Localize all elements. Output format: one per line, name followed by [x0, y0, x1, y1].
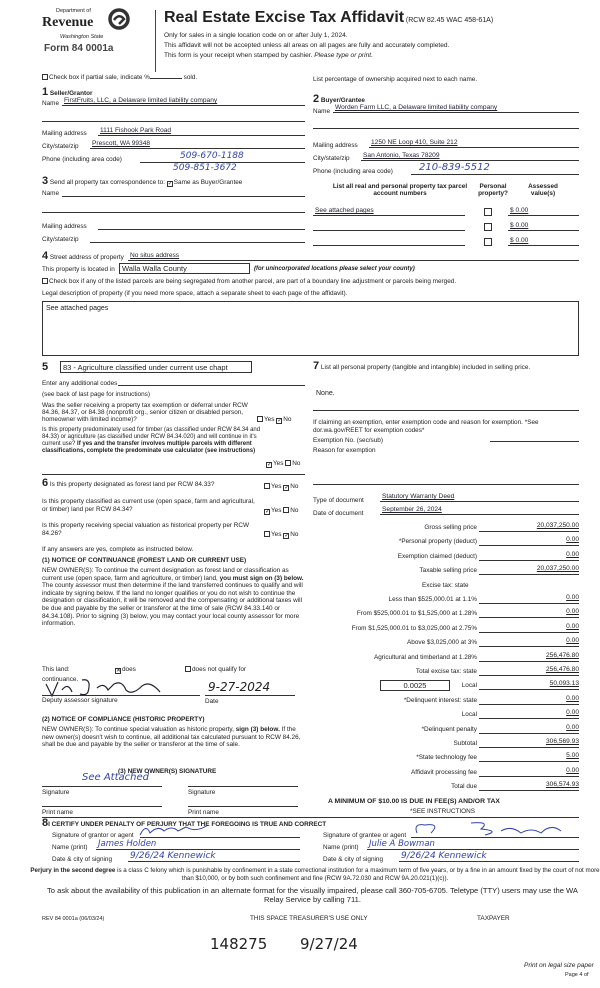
notice1-text-a: NEW OWNER(S): To continue the current designation as forest land or classification as current use (open space, farm and agriculture, or timber) land, [42, 567, 289, 582]
tax-row-label: Total excise tax: state [415, 668, 477, 675]
personal-property-label: List all personal property (tangible and intangible) included in selling price. [320, 364, 531, 371]
signature-label-1: Signature [42, 789, 70, 796]
tax-row-from-1-525-000-01-to-3-025-000-at-2-75 [313, 623, 579, 635]
page-number: Page 4 of [565, 972, 589, 978]
grantee-signature-field[interactable] [411, 829, 579, 838]
tax-row-label: *State technology fee [416, 754, 477, 762]
buyer-city-field[interactable]: San Antonio, Texas 78209 [361, 152, 579, 161]
tax-row-label: From $525,000.01 to $1,525,000 at 1.28% [356, 610, 477, 618]
header-note-3-text: This form is your receipt when stamped by cashier. [164, 52, 313, 59]
taxpayer-label: TAXPAYER [477, 915, 510, 922]
tax-row-label: *Personal property (deduct) [398, 538, 477, 546]
tax-row-label: Affidavit processing fee [411, 768, 477, 776]
q1-yes-no [257, 416, 291, 424]
grantor-name-label: Name (print) [52, 844, 88, 851]
s6q3-no-checkbox[interactable]: ✓ [284, 533, 290, 539]
s6q1-no-checkbox[interactable]: ✓ [284, 485, 290, 491]
legal-description-field[interactable]: See attached pages [42, 301, 579, 356]
tax-row-value[interactable]: 0.00 [479, 608, 579, 618]
yes-label: Yes [271, 531, 282, 538]
assessor-sig-line [42, 695, 200, 696]
parcel-col-header: List all real and personal property tax parcel account numbers [332, 183, 468, 197]
s6q2-no-checkbox[interactable] [283, 507, 289, 513]
tax-row-label: Above $3,025,000 at 3% [407, 639, 477, 647]
land-use-code-select[interactable]: 83 - Agriculture classified under current use chapt [60, 361, 252, 373]
grantor-signature [138, 823, 228, 837]
doc-type-label: Type of document [313, 497, 364, 504]
doc-date-field[interactable]: September 26, 2024 [380, 506, 579, 515]
dor-logo [42, 6, 132, 70]
treasurer-date: 9/27/24 [300, 935, 358, 953]
grantor-date-label: Date & city of signing [52, 856, 113, 863]
same-as-buyer-checkbox[interactable]: ✓ [167, 181, 173, 187]
seller-name-field[interactable]: FirstFruits, LLC, a Delaware limited liability company [62, 97, 305, 106]
section-number: 6 [42, 477, 49, 489]
reason-label: Reason for exemption [313, 447, 376, 454]
revision-label: REV 84 0001a (06/03/24) [42, 916, 105, 922]
perjury-bold: Perjury in the second degree [30, 867, 116, 874]
buyer-phone-field[interactable]: 210-839-5512 [411, 162, 579, 175]
yes-label: Yes [264, 416, 275, 423]
street-label: Street address of property [49, 254, 124, 261]
tax-row-agricultural-and-timberland-at-1-28 [313, 652, 579, 664]
notice-compliance-title: (2) NOTICE OF COMPLIANCE (HISTORIC PROPERTY) [42, 716, 205, 723]
doc-type-field[interactable]: Statutory Warranty Deed [380, 493, 579, 502]
owner-sig-line-1 [42, 786, 162, 787]
notice-continuance-title: (1) NOTICE OF CONTINUANCE (FOREST LAND OR CURRENT USE) [42, 557, 247, 564]
personal-property-checkbox[interactable] [484, 238, 492, 246]
section7-heading [313, 361, 579, 373]
doc-date-label: Date of document [313, 510, 364, 517]
tax-row-gross-selling-price [313, 522, 579, 534]
assessed-value-field[interactable]: $ 0.00 [508, 207, 579, 216]
q2-yes-checkbox[interactable]: ✓ [267, 462, 273, 468]
does-label: does [122, 666, 136, 673]
seller-mailing-field[interactable]: 1111 Fishook Park Road [98, 127, 305, 136]
grantee-date-label: Date & city of signing [323, 856, 384, 863]
tax-row-label: Total due [451, 783, 477, 791]
county-select[interactable]: Walla Walla County [119, 263, 250, 274]
no-label: No [292, 460, 301, 467]
partial-sale-checkbox[interactable] [42, 74, 48, 80]
assessor-date-line [205, 695, 295, 696]
tax-row-label: Less than $525,000.01 at 1.1% [388, 596, 477, 603]
seller-phone-2: 509-851-3672 [173, 163, 237, 173]
s6q2-yes-no [264, 507, 298, 515]
additional-codes-field[interactable] [118, 377, 305, 386]
treasurer-receipt-number: 148275 [210, 935, 268, 953]
tax-row-value[interactable]: 0.00 [479, 594, 579, 604]
notice2-bold: sign (3) below. [235, 726, 280, 733]
tax-row-subtotal [313, 738, 579, 750]
no-label: No [290, 507, 299, 514]
tax-row-total-excise-tax-state [313, 666, 579, 678]
header-note-3-italic: Please type or print. [314, 52, 373, 59]
yes-label: Yes [273, 460, 284, 467]
assessor-date: 9-27-2024 [208, 680, 271, 694]
correspondence-label: Send all property tax correspondence to: [49, 179, 166, 186]
tax-row-value[interactable]: 0.00 [479, 724, 579, 734]
exemption-note: If claiming an exemption, enter exemption code and reason for exemption. *See dor.wa.gov/REET for exemption codes* [313, 419, 539, 434]
reason-line [313, 484, 579, 485]
q2-bold-text: If yes and the transfer involves multiple parcels with different classifications, complete the predominate use calculator (see instructions) [42, 441, 256, 454]
owner-print-line-1 [42, 806, 162, 807]
grantee-name-field[interactable]: Julie A Bowman [367, 839, 579, 850]
tax-row-above-3-025-000-at-3 [313, 637, 579, 649]
assessed-value-col-header: Assessed value(s) [528, 183, 558, 197]
partial-sale-label: Check box if partial sale, indicate % [49, 74, 150, 81]
personal-property-value: None. [316, 390, 335, 397]
seller-heading-text: Seller/Grantor [49, 90, 93, 97]
tax-row-label: Exemption claimed (deduct) [397, 552, 477, 560]
tax-row-state-technology-fee [313, 752, 579, 764]
q2-no-checkbox[interactable] [285, 460, 291, 466]
rcw-reference: (RCW 82.45 WAC 458-61A) [405, 17, 494, 24]
tax-section-label: Excise tax: state [422, 581, 469, 589]
s6q3-yes-no [264, 531, 298, 539]
signature-label-2: Signature [188, 789, 216, 796]
tax-row-label: From $1,525,000.01 to $3,025,000 at 2.75% [351, 624, 477, 632]
notice2-text-b: If the new owner(s) doesn't wish to continue, all additional tax calculated pursuant to RCW 84.26, shall be due and payable by the seller or transferor at the time of sale. [42, 726, 301, 749]
parcel-number-field[interactable]: See attached pages [313, 207, 465, 216]
personal-property-checkbox[interactable] [484, 208, 492, 216]
tax-row-value[interactable]: 0.00 [479, 695, 579, 705]
tax-row-value[interactable]: 256,476.80 [479, 652, 579, 662]
assessor-date-label: Date [205, 698, 219, 705]
buyer-name-field[interactable]: Worden Farm LLC, a Delaware limited liability company [333, 104, 579, 113]
new-owner-sig-title: (3) NEW OWNER(S) SIGNATURE [118, 768, 217, 775]
yes-label: Yes [271, 507, 282, 514]
grantee-signature [411, 821, 571, 837]
tax-row-value[interactable]: 20,037,250.00 [479, 522, 579, 532]
notice2-text-a: NEW OWNER(S): To continue special valuation as historic property, [42, 726, 234, 733]
legal-paper-note: Print on legal size paper [524, 962, 594, 969]
tax-row-label: Subtotal [453, 740, 477, 747]
buyer-city-label: City/state/zip [313, 155, 350, 162]
q-forest-text: Is this property designated as forest land per RCW 84.33? [49, 481, 215, 488]
notice-compliance-text [42, 726, 307, 749]
exemption-no-label: Exemption No. (sec/sub) [313, 437, 383, 444]
certify-text: I CERTIFY UNDER PENALTY OF PERJURY THAT THE FOREGOING IS TRUE AND CORRECT [48, 821, 327, 828]
county-note: (for unincorporated locations please select your county) [254, 266, 415, 272]
segregated-checkbox[interactable] [42, 278, 48, 284]
grantee-name-label: Name (print) [323, 844, 359, 851]
tax-row-local [313, 709, 579, 721]
tax-row-delinquent-penalty [313, 724, 579, 736]
corr-name-field[interactable] [62, 188, 305, 197]
minimum-due-note: A MINIMUM OF $10.00 IS DUE IN FEE(S) AND/OR TAX [328, 798, 500, 805]
street-address-field[interactable]: No situs address [128, 252, 579, 261]
grantee-sig-label: Signature of grantee or agent [323, 832, 407, 839]
q2-text: Is this property predominately used for timber (as classified under RCW 84.34 and 84.33) or agriculture (as classified under RCW 84.34.020) and will continue in it's current use? [42, 427, 261, 447]
tax-row-value[interactable]: 306,574.93 [479, 781, 579, 791]
does-checkbox[interactable]: ✕ [116, 668, 122, 674]
tax-row-exemption-claimed-deduct [313, 551, 579, 563]
page-title [164, 9, 493, 27]
grantee-date-field[interactable]: 9/26/24 Kennewick [399, 851, 579, 862]
section-number: 3 [42, 175, 49, 187]
q-current-use: Is this property classified as current use (open space, farm and agricultural, or timber) land per RCW 84.34? [42, 498, 255, 513]
grantor-sig-label: Signature of grantor or agent [52, 832, 134, 839]
tax-row-label: Local [461, 711, 477, 719]
header-note-3 [164, 52, 373, 59]
if-yes-note: If any answers are yes, complete as instructed below. [42, 546, 194, 553]
assessed-value-field[interactable]: $ 0.00 [508, 237, 579, 246]
tax-row-value[interactable]: 0.00 [479, 709, 579, 719]
logo-dept-text: Department of [56, 8, 91, 14]
corr-name-label: Name [42, 190, 60, 197]
tax-row-value[interactable]: 256,476.80 [479, 666, 579, 676]
logo-revenue-text: Revenue [42, 15, 94, 30]
does-option [115, 666, 136, 674]
tax-row-value[interactable]: 0.00 [479, 551, 579, 561]
title-text: Real Estate Excise Tax Affidavit [164, 9, 405, 26]
tax-row-affidavit-processing-fee [313, 767, 579, 779]
ownership-note: List percentage of ownership acquired next to each name. [313, 76, 478, 83]
legal-desc-label: Legal description of property (if you need more space, attach a separate sheet to each page of the affidavit). [42, 290, 348, 297]
s6q2-yes-checkbox[interactable]: ✓ [265, 509, 271, 515]
s6q3-yes-checkbox[interactable] [264, 531, 270, 537]
personal-property-col-header: Personal property? [478, 183, 508, 197]
does-not-option [185, 666, 246, 673]
section-number: 7 [313, 360, 320, 372]
s6q1-yes-checkbox[interactable] [264, 483, 270, 489]
treasurer-use-label: THIS SPACE TREASURER'S USE ONLY [250, 915, 368, 922]
header-note-1: Only for sales in a single location code on or after July 1, 2024. [164, 32, 348, 39]
sold-label: sold. [183, 74, 198, 81]
tax-row-label: Gross selling price [424, 524, 477, 531]
tax-row-label: Agricultural and timberland at 1.28% [373, 653, 477, 661]
corr-city-field[interactable] [90, 234, 305, 243]
buyer-name-line-2 [313, 128, 579, 129]
perjury-text: is a class C felony which is punishable by confinement in a state correctional institution for a maximum term of five years, or by a fine in an amount fixed by the court of not more than $10,000, or by both such confinement and fine (RCW 9A.72.030 and RCW 9A.20.021(1)(c)). [117, 867, 600, 882]
section-number: 8 [42, 817, 49, 829]
q-historical: Is this property receiving special valuation as historical property per RCW 84.26? [42, 522, 250, 537]
this-land-label: This land: [42, 666, 70, 673]
see-back-note: (see back of last page for instructions) [42, 391, 150, 398]
tax-row-from-525-000-01-to-1-525-000-at-1-28 [313, 608, 579, 620]
corr-name-line-2 [42, 212, 305, 213]
section-number: 5 [42, 361, 49, 373]
print-name-label-2: Print name [188, 809, 219, 816]
header-note-2: This affidavit will not be accepted unless all areas on all pages are fully and accurately completed. [164, 42, 450, 49]
tax-row-label: Taxable selling price [419, 567, 477, 575]
tax-row-less-than-525-000-01-at-1-1 [313, 594, 579, 606]
buyer-name-label: Name [313, 108, 331, 115]
personal-property-checkbox[interactable] [484, 223, 492, 231]
grantor-date-field[interactable]: 9/26/24 Kennewick [128, 851, 300, 862]
tax-row-value[interactable]: 0.00 [479, 637, 579, 647]
q-forest-land [42, 477, 214, 489]
yes-label: Yes [271, 483, 282, 490]
notice-continuance-text [42, 567, 307, 628]
segregated-row [42, 278, 456, 285]
perjury-notice [30, 867, 600, 882]
tax-row-value[interactable]: 0.00 [479, 536, 579, 546]
section-number: 1 [42, 86, 49, 98]
seller-mailing-label: Mailing address [42, 130, 87, 137]
does-not-checkbox[interactable] [185, 666, 191, 672]
section-number: 4 [42, 250, 49, 262]
owner-print-line-2 [188, 806, 298, 807]
tax-row-value[interactable]: 0.00 [479, 767, 579, 777]
notice1-text-b: The county assessor must then determine if the land transferred continues to qualify and will indicate by signing below. If the land no longer qualifies or you do not wish to continue the designation or classification, it will be removed and the compensating or additional taxes will be due and payable by the seller or transferor at the time of sale (RCW 84.33.140 or 84.34.108). Prior to signing (3) below, you may contact your local county assessor for more information. [42, 582, 303, 628]
buyer-phone-label: Phone (including area code) [313, 168, 393, 175]
parcel-number-field[interactable] [313, 237, 465, 246]
street-row [42, 250, 124, 262]
segregated-label: Check box if any of the listed parcels are being segregated from another parcel, are part of a boundary line adjustment or parcels being merged. [49, 278, 457, 285]
seller-phone-label: Phone (including area code) [42, 156, 122, 163]
no-label: No [290, 531, 299, 538]
corr-mailing-label: Mailing address [42, 223, 87, 230]
tax-row-label: Local [461, 682, 477, 690]
tax-row-label: *Delinquent interest: state [403, 696, 477, 704]
q1-yes-checkbox[interactable] [257, 416, 263, 422]
partial-percent-field[interactable] [150, 78, 182, 79]
same-as-buyer-label: Same as Buyer/Grantee [173, 179, 243, 186]
revenue-swirl-icon [108, 8, 130, 30]
buyer-heading-text: Buyer/Grantee [320, 97, 365, 104]
notice1-bold: you must sign on (3) below. [219, 574, 304, 582]
tax-row-delinquent-interest-state [313, 695, 579, 707]
located-label: This property is located in [42, 266, 115, 273]
q2-yes-no [266, 460, 300, 468]
header-divider [155, 10, 156, 72]
exemption-no-field[interactable] [490, 433, 579, 442]
section-number: 2 [313, 93, 320, 105]
alt-format-note: To ask about the availability of this publication in an alternate format for the visually impaired, please call 360-705-6705. Teletype (TTY) users may use the WA Relay Service by calling 711. [47, 886, 578, 904]
q-timber-agriculture [42, 427, 267, 455]
tax-row-value[interactable]: 5.00 [479, 752, 579, 762]
new-owner-signature-1[interactable]: See Attached [82, 772, 149, 783]
form-number: Form 84 0001a [44, 43, 114, 54]
continuance-label: continuance. [42, 676, 79, 683]
local-rate-field[interactable]: 0.0025 [380, 680, 450, 691]
seller-phone-field[interactable]: 509-670-1188 [140, 151, 305, 163]
seller-city-label: City/state/zip [42, 143, 79, 150]
logo-state-text: Washington State [60, 34, 104, 40]
q-exemption-deferral: Was the seller receiving a property tax exemption or deferral under RCW 84.36, 84.37, or 84.38 (nonprofit org., senior citizen or disabled person, homeowner with limited income)? [42, 402, 248, 423]
tax-row-value[interactable]: 50,093.13 [479, 680, 579, 690]
tax-row-value[interactable]: 20,037,250.00 [479, 565, 579, 575]
assessed-value-field[interactable]: $ 0.00 [508, 222, 579, 231]
seller-name-label: Name [42, 100, 60, 107]
seller-name-line-2 [42, 121, 305, 122]
personal-property-line [313, 410, 579, 411]
tax-row-value[interactable]: 306,569.93 [479, 738, 579, 748]
no-label: No [290, 483, 299, 490]
owner-sig-line-2 [188, 786, 298, 787]
corr-mailing-field[interactable] [98, 221, 305, 230]
grantor-signature-field[interactable] [140, 829, 300, 838]
correspondence-heading [42, 175, 242, 187]
partial-sale-row [42, 74, 197, 81]
tax-row-taxable-selling-price [313, 565, 579, 577]
assessor-sig-label: Deputy assessor signature [42, 697, 118, 704]
section5-divider [42, 474, 305, 475]
q1-no-checkbox[interactable]: ✓ [277, 418, 283, 424]
does-not-label: does not qualify for [192, 666, 246, 673]
s6q1-yes-no [264, 483, 298, 491]
tax-row-personal-property-deduct [313, 536, 579, 548]
print-name-label-1: Print name [42, 809, 73, 816]
tax-row-total-due [313, 781, 579, 793]
corr-city-label: City/state/zip [42, 236, 79, 243]
tax-row-value[interactable]: 0.00 [479, 623, 579, 633]
buyer-mailing-field[interactable]: 1250 NE Loop 410, Suite 212 [369, 139, 579, 148]
no-label: No [283, 416, 292, 423]
tax-row-label: *Delinquent penalty [421, 725, 477, 733]
seller-city-field[interactable]: Prescott, WA 99348 [90, 140, 305, 149]
buyer-mailing-label: Mailing address [313, 142, 358, 149]
grantor-name-field[interactable]: James Holden [96, 839, 300, 850]
see-instructions: *SEE INSTRUCTIONS [410, 808, 475, 815]
additional-codes-label: Enter any additional codes [42, 380, 118, 387]
parcel-number-field[interactable] [313, 222, 465, 231]
